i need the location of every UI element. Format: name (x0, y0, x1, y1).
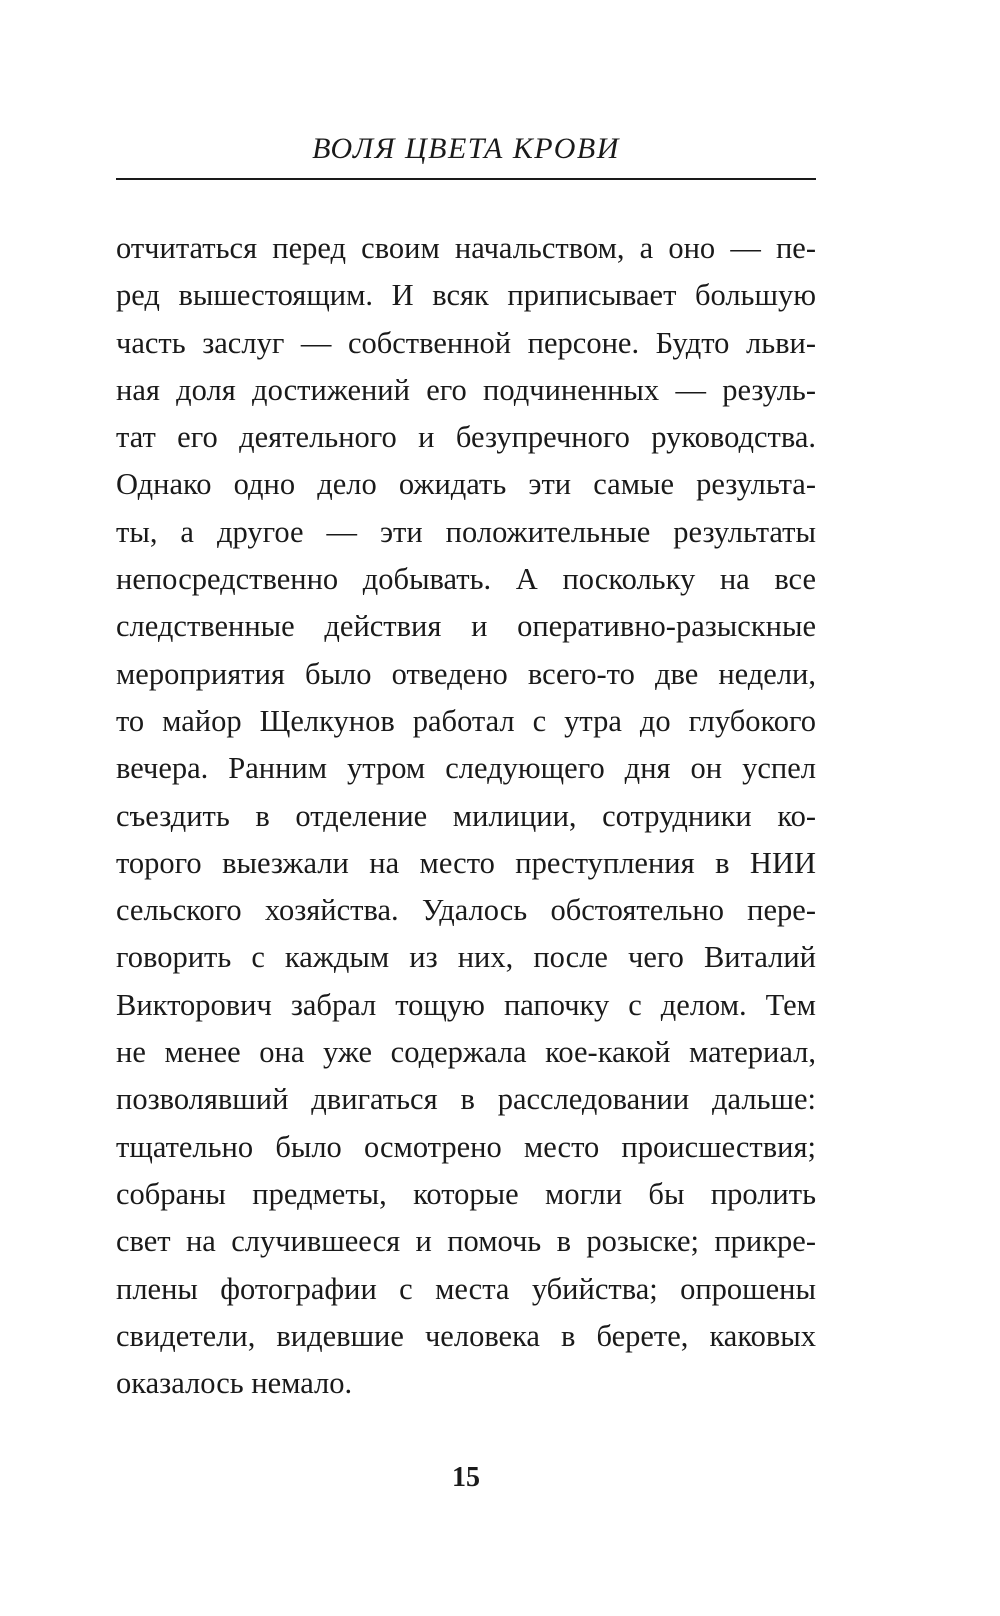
text-line: позволявший двигаться в расследовании дальше: (116, 1082, 816, 1117)
text-line: свет на случившееся и помочь в розыске; прикре- (116, 1224, 816, 1259)
text-line: сельского хозяйства. Удалось обстоятельно пере- (116, 893, 816, 928)
text-line: оказалось немало. (116, 1366, 353, 1401)
text-line: говорить с каждым из них, после чего Виталий (116, 940, 816, 975)
text-line: часть заслуг — собственной персоне. Будто льви- (116, 325, 816, 360)
text-line: торого выезжали на место преступления в НИИ (116, 845, 816, 880)
page-number: 15 (452, 1462, 480, 1493)
text-line: не менее она уже содержала кое-какой материал, (116, 1035, 816, 1070)
text-line: ред вышестоящим. И всяк приписывает большую (116, 278, 816, 313)
text-line: вечера. Ранним утром следующего дня он успел (116, 751, 816, 786)
text-line: непосредственно добывать. А поскольку на все (116, 562, 816, 597)
body-text (116, 225, 816, 1407)
text-line: Викторович забрал тощую папочку с делом. Тем (116, 987, 816, 1022)
header-rule (116, 178, 816, 180)
text-line: то майор Щелкунов работал с утра до глубокого (116, 703, 816, 738)
text-line: мероприятия было отведено всего-то две недели, (116, 656, 816, 691)
text-line: ная доля достижений его подчиненных — резуль- (116, 372, 816, 407)
text-line: тат его деятельного и безупречного руководства. (116, 420, 816, 455)
text-line: ты, а другое — эти положительные результаты (116, 514, 816, 549)
text-line: плены фотографии с места убийства; опрошены (116, 1271, 816, 1306)
text-line: следственные действия и оперативно-разыскные (116, 609, 816, 644)
text-line: съездить в отделение милиции, сотрудники ко- (116, 798, 816, 833)
text-line: тщательно было осмотрено место происшествия; (116, 1129, 816, 1164)
running-title: ВОЛЯ ЦВЕТА КРОВИ (312, 132, 620, 165)
text-line: Однако одно дело ожидать эти самые результа- (116, 467, 816, 502)
text-line: свидетели, видевшие человека в берете, каковых (116, 1318, 816, 1353)
text-line: отчитаться перед своим начальством, а оно — пе- (116, 231, 816, 265)
text-line: собраны предметы, которые могли бы пролить (116, 1176, 816, 1211)
